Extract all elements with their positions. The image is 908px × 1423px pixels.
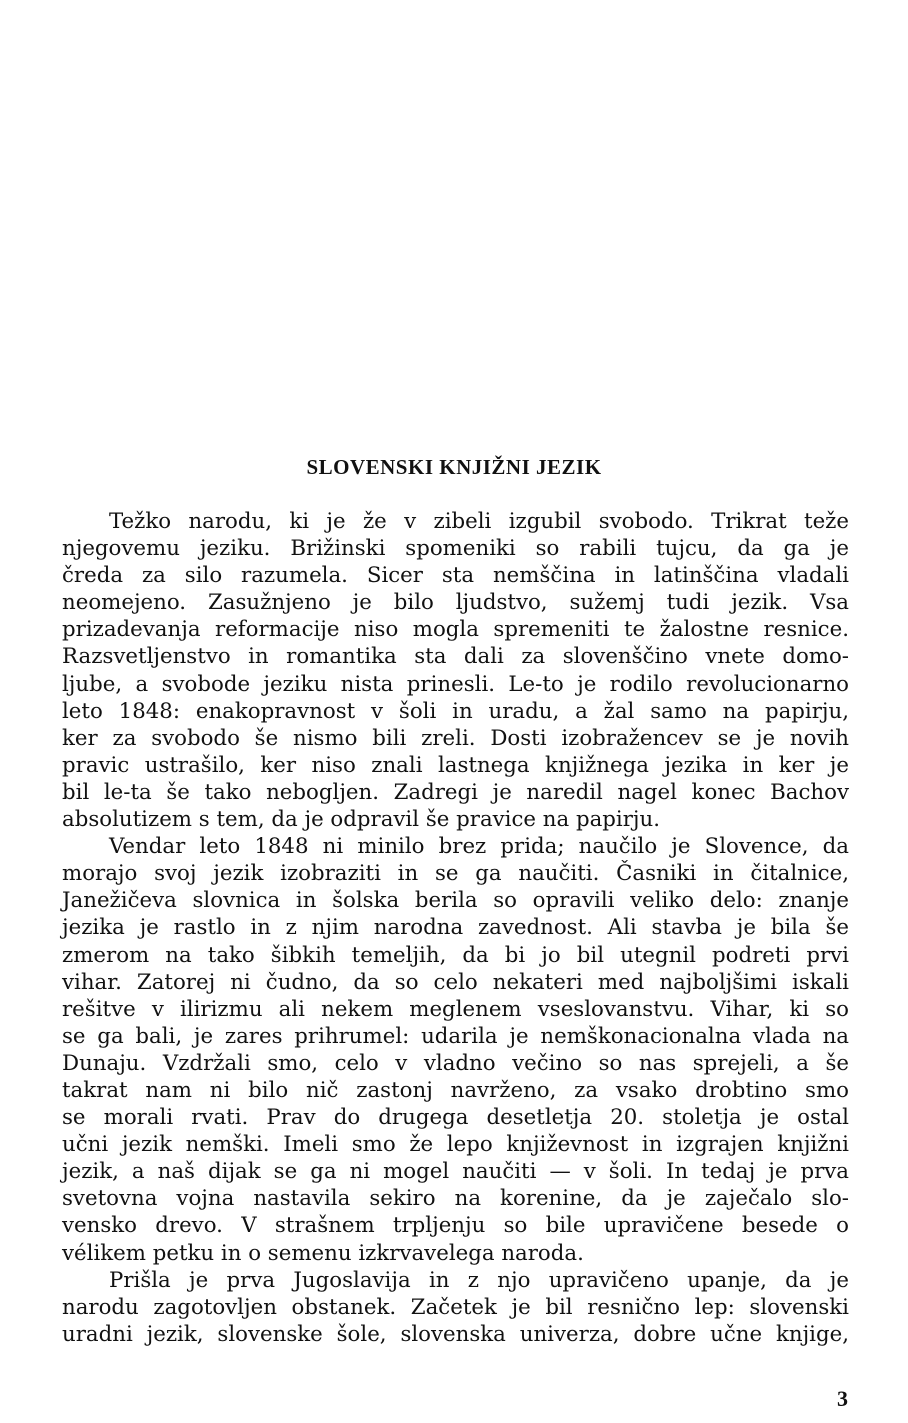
page-number: 3 bbox=[837, 1386, 848, 1411]
text-line: bil le-ta še tako nebogljen. Zadregi je naredil nagel konec Bachov bbox=[62, 779, 849, 805]
text-line: vélikem petku in o semenu izkrvavelega naroda. bbox=[62, 1240, 584, 1266]
text-line: se morali rvati. Prav do drugega desetletja 20. stoletja je ostal bbox=[62, 1105, 849, 1131]
text-line: zmerom na tako šibkih temeljih, da bi jo bil utegnil podreti prvi bbox=[62, 942, 849, 968]
text-line: učni jezik nemški. Imeli smo že lepo književnost in izgrajen knjižni bbox=[62, 1132, 849, 1158]
page-title: SLOVENSKI KNJIŽNI JEZIK bbox=[306, 455, 602, 479]
body-text bbox=[62, 508, 849, 1348]
text-line: ker za svobodo še nismo bili zreli. Dosti izobražencev se je novih bbox=[62, 725, 849, 751]
text-line: čreda za silo razumela. Sicer sta nemščina in latinščina vladali bbox=[62, 563, 849, 589]
text-line: Janežičeva slovnica in šolska berila so opravili veliko delo: znanje bbox=[62, 888, 849, 914]
text-line: absolutizem s tem, da je odpravil še pravice na papirju. bbox=[62, 807, 661, 833]
text-line: vensko drevo. V strašnem trpljenju so bile upravičene besede o bbox=[62, 1213, 849, 1239]
text-line: prizadevanja reformacije niso mogla spremeniti te žalostne resnice. bbox=[62, 617, 849, 643]
text-line: Težko narodu, ki je že v zibeli izgubil svobodo. Trikrat teže bbox=[109, 509, 849, 534]
text-line: ljube, a svobode jeziku nista prinesli. Le-to je rodilo revolucionarno bbox=[62, 671, 849, 697]
text-line: vihar. Zatorej ni čudno, da so celo nekateri med najboljšimi iskali bbox=[62, 969, 849, 995]
text-line: neomejeno. Zasužnjeno je bilo ljudstvo, sužemj tudi jezik. Vsa bbox=[62, 590, 849, 616]
text-line: rešitve v ilirizmu ali nekem meglenem vseslovanstvu. Vihar, ki so bbox=[62, 996, 849, 1022]
paragraph-1 bbox=[62, 508, 849, 833]
text-line: jezik, a naš dijak se ga ni mogel naučiti — v šoli. In tedaj je prva bbox=[62, 1159, 849, 1185]
text-line: uradni jezik, slovenske šole, slovenska univerza, dobre učne knjige, bbox=[62, 1321, 849, 1347]
paragraph-2 bbox=[62, 833, 849, 1267]
text-line: Razsvetljenstvo in romantika sta dali za slovenščino vnete domo- bbox=[62, 644, 849, 670]
text-line: svetovna vojna nastavila sekiro na korenine, da je zaječalo slo- bbox=[62, 1186, 849, 1212]
text-line: narodu zagotovljen obstanek. Začetek je bil resnično lep: slovenski bbox=[62, 1294, 849, 1320]
text-line: jezika je rastlo in z njim narodna zavednost. Ali stavba je bila še bbox=[62, 915, 849, 941]
text-line: Dunaju. Vzdržali smo, celo v vladno večino so nas sprejeli, a še bbox=[62, 1050, 849, 1076]
text-line: Prišla je prva Jugoslavija in z njo upravičeno upanje, da je bbox=[109, 1267, 849, 1293]
text-line: se ga bali, je zares prihrumel: udarila je nemškonacionalna vlada na bbox=[62, 1023, 849, 1049]
text-line: takrat nam ni bilo nič zastonj navrženo, za vsako drobtino smo bbox=[62, 1077, 849, 1103]
text-line: leto 1848: enakopravnost v šoli in uradu, a žal samo na papirju, bbox=[62, 698, 849, 724]
text-line: morajo svoj jezik izobraziti in se ga naučiti. Časniki in čitalnice, bbox=[62, 861, 849, 887]
text-line: pravic ustrašilo, ker niso znali lastnega knjižnega jezika in ker je bbox=[62, 752, 849, 778]
paragraph-3 bbox=[62, 1267, 849, 1348]
text-line: njegovemu jeziku. Brižinski spomeniki so rabili tujcu, da ga je bbox=[62, 536, 849, 562]
text-line: Vendar leto 1848 ni minilo brez prida; naučilo je Slovence, da bbox=[109, 834, 849, 860]
